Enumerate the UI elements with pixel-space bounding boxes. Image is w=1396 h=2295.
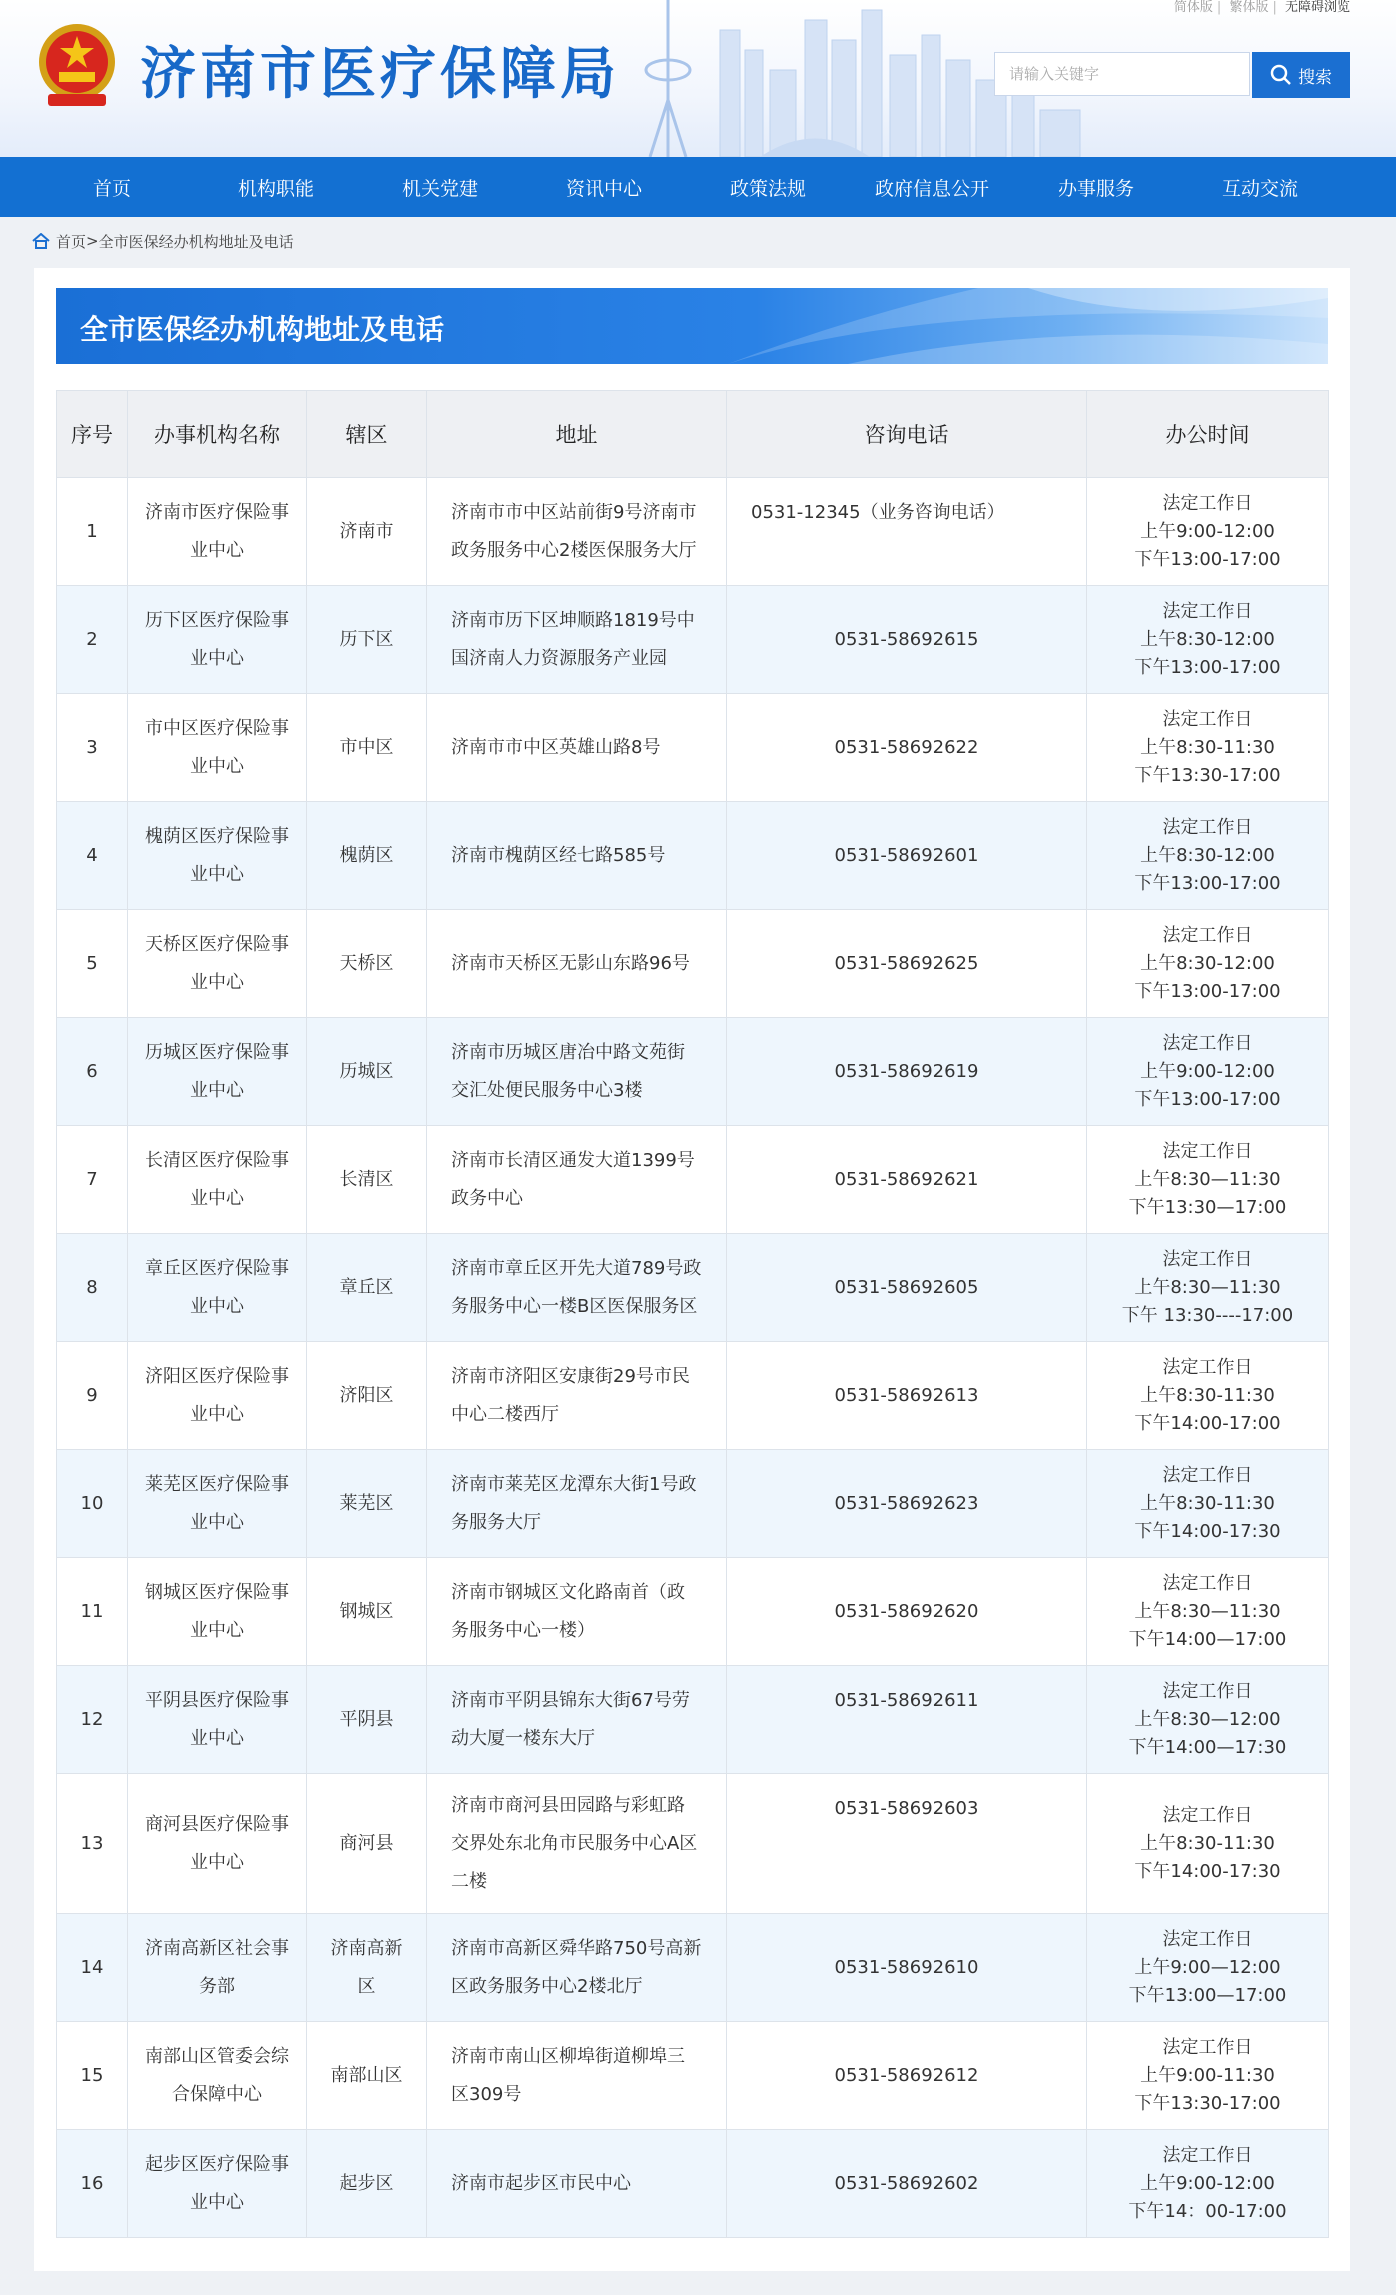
cell-hours bbox=[1087, 1914, 1329, 2022]
cell-hours-line: 下午13:30-17:00 bbox=[1134, 2092, 1281, 2114]
cell-hours-line: 法定工作日 bbox=[1162, 708, 1253, 730]
cell-hours bbox=[1087, 1126, 1329, 1234]
cell-phone: 0531-58692620 bbox=[727, 1558, 1087, 1666]
cell-address-line: 济南市南山区柳埠街道柳埠三 bbox=[451, 2045, 685, 2067]
cell-phone: 0531-58692623 bbox=[727, 1450, 1087, 1558]
cell-hours bbox=[1087, 2022, 1329, 2130]
cell-name-line: 钢城区医疗保险事 bbox=[145, 1581, 289, 1603]
cell-district bbox=[307, 1018, 427, 1126]
cell-district-line: 历城区 bbox=[339, 1060, 394, 1082]
cell-name bbox=[128, 802, 307, 910]
cell-address-line: 政务中心 bbox=[451, 1187, 523, 1209]
cell-no: 9 bbox=[57, 1342, 128, 1450]
cell-hours bbox=[1087, 910, 1329, 1018]
site-title: 济南市医疗保障局 bbox=[140, 42, 620, 107]
cell-hours-line: 上午9:00-12:00 bbox=[1140, 1060, 1275, 1082]
cell-name-line: 济南市医疗保险事 bbox=[145, 501, 289, 523]
cell-hours bbox=[1087, 1774, 1329, 1914]
cell-phone: 0531-58692603 bbox=[727, 1774, 1087, 1914]
cell-address bbox=[427, 1342, 727, 1450]
cell-name-line: 平阴县医疗保险事 bbox=[145, 1689, 289, 1711]
cell-phone: 0531-58692625 bbox=[727, 910, 1087, 1018]
cell-name bbox=[128, 2022, 307, 2130]
cell-address-line: 务服务中心一楼） bbox=[451, 1619, 595, 1641]
cell-district-line: 起步区 bbox=[339, 2172, 394, 2194]
cell-district-line: 南部山区 bbox=[330, 2064, 403, 2086]
cell-no: 10 bbox=[57, 1450, 128, 1558]
cell-address-line: 中心二楼西厅 bbox=[451, 1403, 559, 1425]
banner-decoration bbox=[728, 288, 1328, 364]
cell-hours-line: 上午8:30-12:00 bbox=[1140, 952, 1275, 974]
cell-name-line: 历城区医疗保险事 bbox=[145, 1041, 289, 1063]
national-emblem-icon bbox=[34, 18, 120, 110]
cell-hours bbox=[1087, 1450, 1329, 1558]
cell-hours-line: 上午8:30—11:30 bbox=[1134, 1276, 1281, 1298]
cell-address bbox=[427, 694, 727, 802]
cell-address bbox=[427, 1914, 727, 2022]
table-row bbox=[57, 694, 1329, 802]
cell-phone: 0531-12345（业务咨询电话） bbox=[727, 478, 1087, 586]
nav-item-interaction[interactable]: 互动交流 bbox=[1221, 177, 1298, 200]
cell-hours-line: 法定工作日 bbox=[1162, 1464, 1253, 1486]
cell-address-line: 济南市市中区英雄山路8号 bbox=[451, 736, 661, 758]
cell-name-line: 商河县医疗保险事 bbox=[145, 1813, 289, 1835]
cell-district bbox=[307, 802, 427, 910]
cell-name-line: 章丘区医疗保险事 bbox=[145, 1257, 289, 1279]
cell-district bbox=[307, 1450, 427, 1558]
cell-hours-line: 下午13:00-17:00 bbox=[1134, 1088, 1281, 1110]
cell-phone: 0531-58692612 bbox=[727, 2022, 1087, 2130]
cell-hours-line: 法定工作日 bbox=[1162, 600, 1253, 622]
title-banner bbox=[56, 288, 1328, 364]
cell-district bbox=[307, 1342, 427, 1450]
cell-hours-line: 上午8:30—12:00 bbox=[1134, 1708, 1281, 1730]
cell-hours bbox=[1087, 586, 1329, 694]
cell-address bbox=[427, 1234, 727, 1342]
cell-no: 14 bbox=[57, 1914, 128, 2022]
cell-phone: 0531-58692605 bbox=[727, 1234, 1087, 1342]
cell-address-line: 国济南人力资源服务产业园 bbox=[451, 647, 667, 669]
cell-hours-line: 下午13:00-17:00 bbox=[1134, 548, 1281, 570]
cell-district-line: 历下区 bbox=[339, 628, 394, 650]
top-links: 简体版 | 繁体版 | 无障碍浏览 bbox=[1173, 0, 1350, 15]
cell-address bbox=[427, 586, 727, 694]
cell-district-line: 济阳区 bbox=[339, 1384, 394, 1406]
cell-hours-line: 下午 13:30----17:00 bbox=[1121, 1304, 1294, 1326]
cell-hours-line: 法定工作日 bbox=[1162, 1248, 1253, 1270]
cell-hours-line: 法定工作日 bbox=[1162, 1928, 1253, 1950]
cell-name-line: 业中心 bbox=[190, 863, 244, 885]
cell-district bbox=[307, 586, 427, 694]
cell-hours-line: 下午13:30-17:00 bbox=[1134, 764, 1281, 786]
cell-name bbox=[128, 1450, 307, 1558]
cell-address-line: 区政务服务中心2楼北厅 bbox=[451, 1975, 643, 1997]
table-row bbox=[57, 1774, 1329, 1914]
table-row bbox=[57, 2130, 1329, 2238]
cell-name bbox=[128, 1234, 307, 1342]
nav-item-policy[interactable]: 政策法规 bbox=[729, 177, 806, 200]
content-panel bbox=[34, 268, 1350, 2271]
search-box bbox=[994, 52, 1250, 96]
institution-table bbox=[56, 390, 1329, 2238]
cell-name-line: 业中心 bbox=[190, 971, 244, 993]
cell-address-line: 济南市长清区通发大道1399号 bbox=[451, 1149, 695, 1171]
cell-hours bbox=[1087, 1018, 1329, 1126]
cell-hours-line: 法定工作日 bbox=[1162, 816, 1253, 838]
cell-address-line: 济南市商河县田园路与彩虹路 bbox=[451, 1794, 685, 1816]
cell-district-line: 平阴县 bbox=[339, 1708, 394, 1730]
table-header-row bbox=[57, 391, 1329, 478]
cell-address-line: 务服务大厅 bbox=[451, 1511, 541, 1533]
cell-hours-line: 法定工作日 bbox=[1162, 2144, 1253, 2166]
cell-phone: 0531-58692613 bbox=[727, 1342, 1087, 1450]
cell-no: 6 bbox=[57, 1018, 128, 1126]
cell-district-line: 商河县 bbox=[339, 1832, 394, 1854]
cell-no: 13 bbox=[57, 1774, 128, 1914]
cell-address-line: 政务服务中心2楼医保服务大厅 bbox=[451, 539, 697, 561]
cell-hours-line: 下午14:00—17:30 bbox=[1128, 1736, 1287, 1758]
main-nav bbox=[0, 157, 1396, 217]
cell-address bbox=[427, 1558, 727, 1666]
cell-name bbox=[128, 1018, 307, 1126]
cell-name-line: 业中心 bbox=[190, 539, 244, 561]
cell-district-line: 市中区 bbox=[339, 736, 394, 758]
cell-hours bbox=[1087, 2130, 1329, 2238]
table-row bbox=[57, 586, 1329, 694]
cell-name-line: 业中心 bbox=[190, 1295, 244, 1317]
cell-hours-line: 下午13:00—17:00 bbox=[1128, 1984, 1287, 2006]
cell-hours bbox=[1087, 1666, 1329, 1774]
cell-district bbox=[307, 910, 427, 1018]
breadcrumb bbox=[0, 217, 1396, 265]
cell-name bbox=[128, 1666, 307, 1774]
cell-name-line: 业中心 bbox=[190, 1403, 244, 1425]
search-button-label: 搜索 bbox=[1298, 67, 1332, 88]
cell-hours-line: 法定工作日 bbox=[1162, 1804, 1253, 1826]
cell-address-line: 动大厦一楼东大厅 bbox=[451, 1727, 595, 1749]
cell-hours-line: 下午13:30—17:00 bbox=[1128, 1196, 1287, 1218]
cell-district-line: 章丘区 bbox=[339, 1276, 394, 1298]
cell-phone: 0531-58692622 bbox=[727, 694, 1087, 802]
cell-hours-line: 法定工作日 bbox=[1162, 1680, 1253, 1702]
cell-name-line: 业中心 bbox=[190, 1619, 244, 1641]
cell-no: 1 bbox=[57, 478, 128, 586]
cell-phone: 0531-58692619 bbox=[727, 1018, 1087, 1126]
cell-hours-line: 下午14:00—17:00 bbox=[1128, 1628, 1287, 1650]
cell-address bbox=[427, 2022, 727, 2130]
table-body bbox=[57, 478, 1329, 2238]
cell-address bbox=[427, 2130, 727, 2238]
nav-item-home[interactable]: 首页 bbox=[92, 177, 131, 200]
table-row bbox=[57, 1234, 1329, 1342]
cell-name bbox=[128, 1342, 307, 1450]
table-row bbox=[57, 1450, 1329, 1558]
cell-district bbox=[307, 1558, 427, 1666]
cell-district-line: 天桥区 bbox=[339, 952, 394, 974]
cell-address-line: 济南市章丘区开先大道789号政 bbox=[451, 1257, 702, 1279]
cell-district bbox=[307, 1774, 427, 1914]
breadcrumb-separator: > bbox=[86, 232, 99, 250]
cell-hours bbox=[1087, 1342, 1329, 1450]
cell-hours-line: 上午8:30-11:30 bbox=[1140, 1384, 1275, 1406]
cell-hours-line: 上午9:00—12:00 bbox=[1134, 1956, 1281, 1978]
cell-address-line: 济南市历下区坤顺路1819号中 bbox=[451, 609, 695, 631]
cell-hours-line: 上午9:00-12:00 bbox=[1140, 520, 1275, 542]
table-row bbox=[57, 1126, 1329, 1234]
cell-address bbox=[427, 1666, 727, 1774]
cell-hours-line: 上午8:30—11:30 bbox=[1134, 1168, 1281, 1190]
col-header-hours: 办公时间 bbox=[1087, 391, 1329, 478]
col-header-no: 序号 bbox=[57, 391, 128, 478]
cell-no: 7 bbox=[57, 1126, 128, 1234]
site-header bbox=[0, 0, 1396, 157]
cell-address-line: 济南市高新区舜华路750号高新 bbox=[451, 1937, 702, 1959]
cell-no: 11 bbox=[57, 1558, 128, 1666]
cell-name-line: 业中心 bbox=[190, 2191, 244, 2213]
cell-address-line: 济南市钢城区文化路南首（政 bbox=[451, 1581, 685, 1603]
cell-name bbox=[128, 478, 307, 586]
cell-hours-line: 上午9:00-11:30 bbox=[1140, 2064, 1275, 2086]
cell-address-line: 二楼 bbox=[451, 1870, 487, 1892]
cell-address bbox=[427, 1126, 727, 1234]
cell-name-line: 槐荫区医疗保险事 bbox=[145, 825, 289, 847]
table-row bbox=[57, 802, 1329, 910]
home-icon bbox=[32, 233, 50, 249]
cell-hours-line: 上午8:30—11:30 bbox=[1134, 1600, 1281, 1622]
nav-item-news[interactable]: 资讯中心 bbox=[565, 177, 642, 200]
cell-name-line: 起步区医疗保险事 bbox=[145, 2153, 289, 2175]
cell-name bbox=[128, 586, 307, 694]
table-row bbox=[57, 1558, 1329, 1666]
cell-address-line: 济南市市中区站前街9号济南市 bbox=[451, 501, 697, 523]
cell-hours-line: 上午8:30-12:00 bbox=[1140, 844, 1275, 866]
nav-item-gov-info[interactable]: 政府信息公开 bbox=[874, 177, 989, 200]
col-header-phone: 咨询电话 bbox=[727, 391, 1087, 478]
cell-name bbox=[128, 910, 307, 1018]
breadcrumb-current: 全市医保经办机构地址及电话 bbox=[98, 232, 294, 251]
cell-address-line: 交界处东北角市民服务中心A区 bbox=[451, 1832, 698, 1854]
traditional-chinese-link[interactable]: 繁体版 bbox=[1229, 0, 1269, 15]
page-title: 全市医保经办机构地址及电话 bbox=[80, 313, 445, 346]
cell-district bbox=[307, 1126, 427, 1234]
cell-district bbox=[307, 1234, 427, 1342]
cell-name-line: 莱芜区医疗保险事 bbox=[145, 1473, 289, 1495]
cell-address-line: 济南市起步区市民中心 bbox=[451, 2172, 631, 2194]
cell-name bbox=[128, 1774, 307, 1914]
cell-name-line: 南部山区管委会综 bbox=[145, 2045, 289, 2067]
cell-name bbox=[128, 694, 307, 802]
search-input[interactable] bbox=[1007, 64, 1249, 84]
table-row bbox=[57, 478, 1329, 586]
cell-hours-line: 法定工作日 bbox=[1162, 2036, 1253, 2058]
search-button[interactable] bbox=[1252, 52, 1350, 98]
cell-hours-line: 法定工作日 bbox=[1162, 1140, 1253, 1162]
cell-hours-line: 法定工作日 bbox=[1162, 1572, 1253, 1594]
cell-name-line: 业中心 bbox=[190, 1727, 244, 1749]
cell-no: 8 bbox=[57, 1234, 128, 1342]
cell-district-line: 区 bbox=[357, 1975, 376, 1997]
cell-hours-line: 法定工作日 bbox=[1162, 924, 1253, 946]
cell-hours-line: 下午13:00-17:00 bbox=[1134, 872, 1281, 894]
cell-district bbox=[307, 1666, 427, 1774]
cell-name-line: 长清区医疗保险事 bbox=[145, 1149, 289, 1171]
cell-name-line: 务部 bbox=[199, 1975, 235, 1997]
nav-item-party[interactable]: 机关党建 bbox=[401, 177, 478, 200]
cell-no: 12 bbox=[57, 1666, 128, 1774]
accessibility-link[interactable]: 无障碍浏览 bbox=[1284, 0, 1350, 15]
cell-hours bbox=[1087, 1558, 1329, 1666]
cell-district bbox=[307, 1914, 427, 2022]
cell-name bbox=[128, 1558, 307, 1666]
cell-no: 5 bbox=[57, 910, 128, 1018]
cell-district bbox=[307, 694, 427, 802]
cell-hours-line: 法定工作日 bbox=[1162, 492, 1253, 514]
cell-address bbox=[427, 1774, 727, 1914]
cell-no: 3 bbox=[57, 694, 128, 802]
cell-name-line: 业中心 bbox=[190, 1187, 244, 1209]
cell-no: 4 bbox=[57, 802, 128, 910]
cell-hours-line: 上午9:00-12:00 bbox=[1140, 2172, 1275, 2194]
table-row bbox=[57, 2022, 1329, 2130]
cell-address-line: 济南市天桥区无影山东路96号 bbox=[451, 952, 690, 974]
cell-hours-line: 法定工作日 bbox=[1162, 1356, 1253, 1378]
cell-hours-line: 下午14:00-17:30 bbox=[1134, 1860, 1281, 1882]
cell-district-line: 长清区 bbox=[339, 1168, 394, 1190]
col-header-district: 辖区 bbox=[307, 391, 427, 478]
cell-no: 16 bbox=[57, 2130, 128, 2238]
cell-district bbox=[307, 2130, 427, 2238]
cell-address-line: 济南市槐荫区经七路585号 bbox=[451, 844, 666, 866]
search-icon bbox=[1270, 64, 1292, 86]
cell-phone: 0531-58692601 bbox=[727, 802, 1087, 910]
table-row bbox=[57, 910, 1329, 1018]
cell-address-line: 济南市济阳区安康街29号市民 bbox=[451, 1365, 690, 1387]
cell-hours-line: 上午8:30-11:30 bbox=[1140, 736, 1275, 758]
cell-hours-line: 下午13:00-17:00 bbox=[1134, 656, 1281, 678]
cell-name-line: 市中区医疗保险事 bbox=[145, 717, 289, 739]
cell-name-line: 业中心 bbox=[190, 1079, 244, 1101]
cell-phone: 0531-58692621 bbox=[727, 1126, 1087, 1234]
cell-address-line: 交汇处便民服务中心3楼 bbox=[451, 1079, 643, 1101]
cell-name-line: 济阳区医疗保险事 bbox=[145, 1365, 289, 1387]
table-row bbox=[57, 1666, 1329, 1774]
nav-item-services[interactable]: 办事服务 bbox=[1057, 177, 1134, 200]
cell-hours-line: 法定工作日 bbox=[1162, 1032, 1253, 1054]
cell-address-line: 济南市莱芜区龙潭东大街1号政 bbox=[451, 1473, 697, 1495]
cell-hours-line: 下午14：00-17:00 bbox=[1128, 2200, 1287, 2222]
cell-name-line: 业中心 bbox=[190, 1851, 244, 1873]
nav-item-functions[interactable]: 机构职能 bbox=[237, 177, 314, 200]
cell-hours-line: 下午13:00-17:00 bbox=[1134, 980, 1281, 1002]
cell-address bbox=[427, 910, 727, 1018]
cell-no: 2 bbox=[57, 586, 128, 694]
cell-district-line: 钢城区 bbox=[339, 1600, 394, 1622]
table-row bbox=[57, 1914, 1329, 2022]
table-row bbox=[57, 1342, 1329, 1450]
cell-name bbox=[128, 1126, 307, 1234]
cell-name-line: 历下区医疗保险事 bbox=[145, 609, 289, 631]
cell-hours bbox=[1087, 694, 1329, 802]
cell-phone: 0531-58692615 bbox=[727, 586, 1087, 694]
cell-name-line: 业中心 bbox=[190, 647, 244, 669]
cell-address bbox=[427, 1018, 727, 1126]
cell-name bbox=[128, 2130, 307, 2238]
cell-address bbox=[427, 1450, 727, 1558]
cell-name-line: 业中心 bbox=[190, 755, 244, 777]
cell-hours bbox=[1087, 802, 1329, 910]
simplified-chinese-link[interactable]: 简体版 bbox=[1173, 0, 1213, 15]
cell-district bbox=[307, 2022, 427, 2130]
cell-name-line: 合保障中心 bbox=[172, 2083, 262, 2105]
cell-no: 15 bbox=[57, 2022, 128, 2130]
cell-phone: 0531-58692602 bbox=[727, 2130, 1087, 2238]
cell-district bbox=[307, 478, 427, 586]
cell-hours-line: 下午14:00-17:00 bbox=[1134, 1412, 1281, 1434]
breadcrumb-home[interactable]: 首页 bbox=[56, 232, 87, 251]
cell-hours bbox=[1087, 478, 1329, 586]
cell-hours-line: 上午8:30-11:30 bbox=[1140, 1492, 1275, 1514]
cell-district-line: 济南市 bbox=[339, 520, 394, 542]
cell-address-line: 济南市平阴县锦东大街67号劳 bbox=[451, 1689, 690, 1711]
cell-district-line: 济南高新 bbox=[330, 1937, 403, 1959]
table-row bbox=[57, 1018, 1329, 1126]
cell-address bbox=[427, 802, 727, 910]
cell-hours-line: 上午8:30-11:30 bbox=[1140, 1832, 1275, 1854]
cell-district-line: 莱芜区 bbox=[339, 1492, 394, 1514]
cell-hours bbox=[1087, 1234, 1329, 1342]
cell-phone: 0531-58692610 bbox=[727, 1914, 1087, 2022]
cell-name bbox=[128, 1914, 307, 2022]
cell-hours-line: 上午8:30-12:00 bbox=[1140, 628, 1275, 650]
col-header-name: 办事机构名称 bbox=[128, 391, 307, 478]
col-header-address: 地址 bbox=[427, 391, 727, 478]
cell-district-line: 槐荫区 bbox=[339, 844, 394, 866]
cell-name-line: 济南高新区社会事 bbox=[145, 1937, 289, 1959]
cell-address-line: 济南市历城区唐冶中路文苑街 bbox=[451, 1041, 685, 1063]
cell-name-line: 业中心 bbox=[190, 1511, 244, 1533]
cell-name-line: 天桥区医疗保险事 bbox=[145, 933, 289, 955]
cell-phone: 0531-58692611 bbox=[727, 1666, 1087, 1774]
cell-address bbox=[427, 478, 727, 586]
cell-hours-line: 下午14:00-17:30 bbox=[1134, 1520, 1281, 1542]
cell-address-line: 区309号 bbox=[451, 2083, 522, 2105]
cell-address-line: 务服务中心一楼B区医保服务区 bbox=[451, 1295, 698, 1317]
